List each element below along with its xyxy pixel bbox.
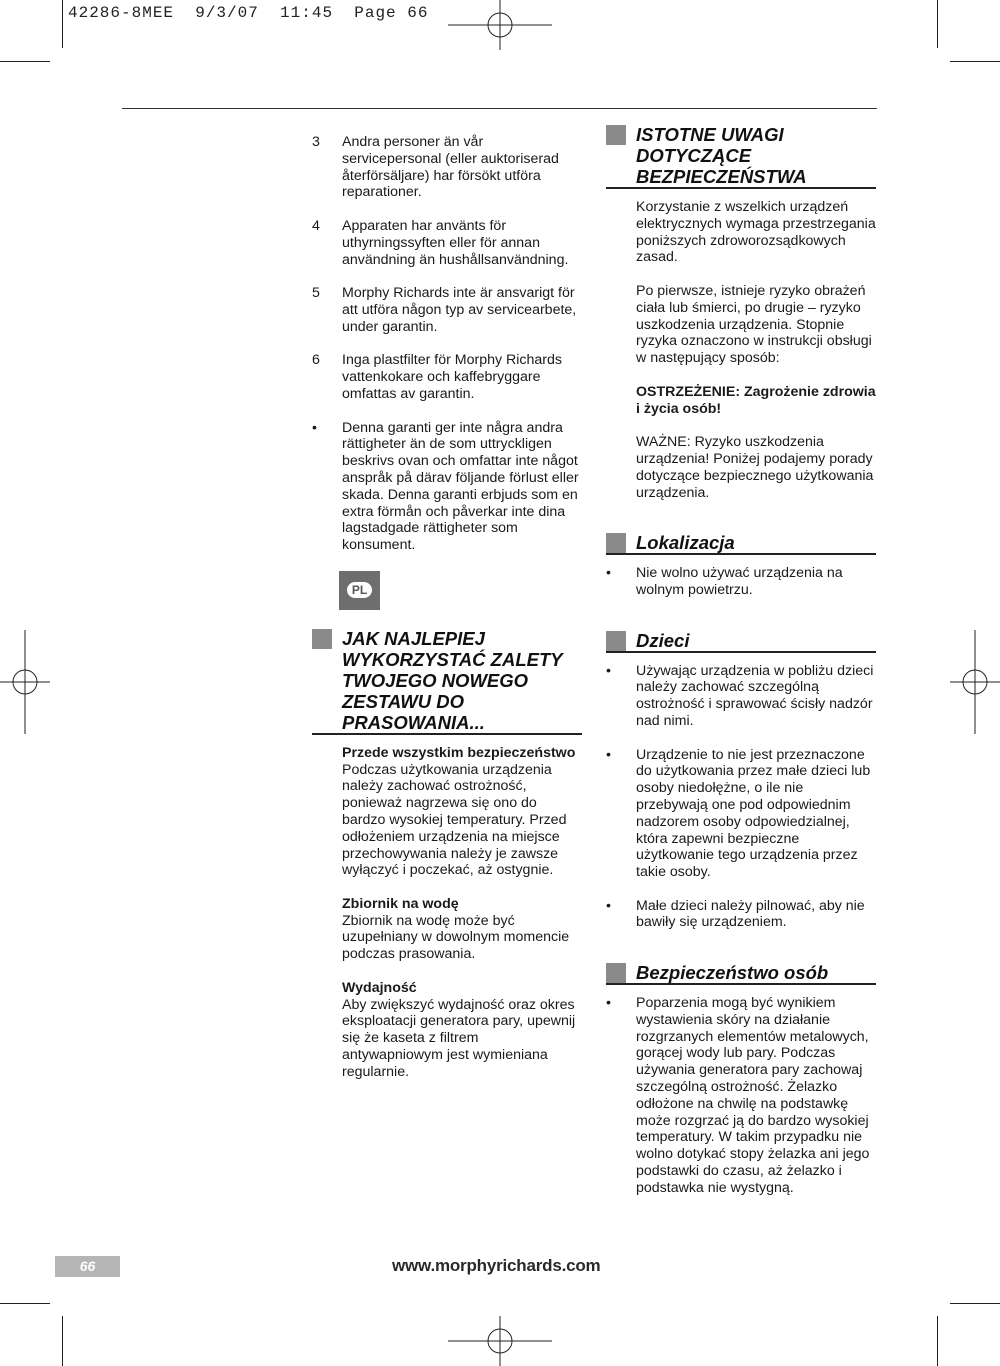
intro-text: Korzystanie z wszelkich urządzeń elektrycznych wymaga przestrzegania poniższych zdroworozsądkowych zasad. xyxy=(636,199,876,266)
footer-website-link[interactable]: www.morphyrichards.com xyxy=(392,1256,601,1275)
safety-intro xyxy=(606,199,876,501)
heading-square-icon xyxy=(606,963,626,983)
heading-text: ISTOTNE UWAGI DOTYCZĄCE BEZPIECZEŃSTWA xyxy=(636,124,807,187)
crop-mark xyxy=(950,1303,1000,1304)
warning-text: OSTRZEŻENIE: Zagrożenie zdrowia i życia osób! xyxy=(636,383,876,417)
section-heading xyxy=(606,124,876,189)
heading-text: Lokalizacja xyxy=(636,532,735,554)
crop-mark xyxy=(950,61,1000,62)
heading-text: Bezpieczeństwo osób xyxy=(636,962,829,984)
left-column xyxy=(312,134,582,1097)
section-body: Zbiornik na wodę może być uzupełniany w dowolnym momencie podczas prasowania. xyxy=(342,912,570,963)
risk-text: Po pierwsze, istnieje ryzyko obrażeń ciała lub śmierci, po drugie – ryzyko uszkodzenia urządzenia. Stopnie ryzyka oznaczono w instrukcji obsługi w następujący sposób: xyxy=(636,282,872,367)
list-item: 5 Morphy Richards inte är ansvarigt för att utföra någon typ av servicearbete, under garantin. xyxy=(312,285,577,335)
section-title: Wydajność xyxy=(342,979,417,996)
list-item: • Nie wolno używać urządzenia na wolnym powietrzu. xyxy=(606,565,843,598)
section-efficiency xyxy=(342,980,582,1081)
section-title: Przede wszystkim bezpieczeństwo xyxy=(342,744,576,761)
page-number: 66 xyxy=(55,1256,120,1277)
heading-text: Dzieci xyxy=(636,629,690,651)
crop-mark xyxy=(62,0,63,48)
list-item: 3 Andra personer än vår servicepersonal (eller auktoriserad återförsäljare) har försökt utföra reparationer. xyxy=(312,134,559,201)
section-safety xyxy=(342,745,582,879)
heading-square-icon xyxy=(606,533,626,553)
section-heading xyxy=(606,532,876,555)
section-body: Podczas użytkowania urządzenia należy zachować ostrożność, ponieważ nagrzewa się ono do bardzo wysokiej temperatury. Przed odłożeniem urządzenia na miejsce przechowywania należy je zawsze wyłączyć i poczekać, aż ostygnie. xyxy=(342,761,567,879)
list-item: 4 Apparaten har använts för uthyrningssyften eller för annan användning än hushållsanvändning. xyxy=(312,217,569,268)
section-body: Aby zwiększyć wydajność oraz okres eksploatacji generatora pary, upewnij się że kaseta z filtrem antywapniowym jest wymieniana regularnie. xyxy=(342,996,576,1080)
crop-mark xyxy=(0,61,50,62)
heading-text: JAK NAJLEPIEJ WYKORZYSTAĆ ZALETY TWOJEGO NOWEGO ZESTAWU DO PRASOWANIA... xyxy=(342,627,563,733)
list-item: 6 Inga plastfilter för Morphy Richards vattenkokare och kaffebryggare omfattas av garantin. xyxy=(312,352,562,402)
heading-square-icon xyxy=(606,125,626,145)
section-water-tank xyxy=(342,896,582,963)
crop-mark xyxy=(937,0,938,48)
section-heading xyxy=(606,962,876,985)
list-item: • Małe dzieci należy pilnować, aby nie bawiły się urządzeniem. xyxy=(606,897,865,931)
registration-mark-bottom xyxy=(448,1316,552,1366)
list-item: • Urządzenie to nie jest przeznaczone do użytkowania przez małe dzieci lub osoby niedołężne, o ile nie przebywają one pod odpowiednim nadzorem osoby odpowiedzialnej, która zapewni bezpieczne użytkowanie tego urządzenia przez takie osoby. xyxy=(606,746,871,881)
list-item: • Denna garanti ger inte några andra rättigheter än de som uttryckligen beskrivs ovan och omfattar inte något anspråk på därav följande förlust eller skada. Denna garanti erbjuds som en extra förmån och påverkar inte dina lagstadgade rättigheter som konsument. xyxy=(312,419,579,554)
registration-mark-right xyxy=(950,630,1000,734)
language-badge xyxy=(339,571,380,610)
right-column xyxy=(606,124,876,1213)
registration-mark-top xyxy=(448,0,552,50)
heading-square-icon xyxy=(312,629,332,649)
heading-square-icon xyxy=(606,631,626,651)
registration-mark-left xyxy=(0,630,50,734)
crop-mark xyxy=(0,1303,50,1304)
top-rule xyxy=(122,108,877,109)
language-badge-label: PL xyxy=(347,582,372,598)
section-heading xyxy=(312,628,582,735)
printer-slug: 42286-8MEE 9/3/07 11:45 Page 66 xyxy=(68,4,429,22)
list-item: • Używając urządzenia w pobliżu dzieci należy zachować szczególną ostrożność i sprawować ścisły nadzór nad nimi. xyxy=(606,662,874,729)
crop-mark xyxy=(937,1316,938,1366)
section-title: Zbiornik na wodę xyxy=(342,895,459,912)
important-text: WAŻNE: Ryzyko uszkodzenia urządzenia! Poniżej podajemy porady dotyczące bezpiecznego użytkowania urządzenia. xyxy=(636,434,874,501)
list-item: • Poparzenia mogą być wynikiem wystawienia skóry na działanie rozgrzanych elementów metalowych, gorącej wody lub pary. Podczas używania generatora pary zachowaj szczególną ostrożność. Żelazko odłożone na chwilę na podstawkę może rozgrzać ją do bardzo wysokiej temperatury. W takim przypadku nie wolno dotykać stopy żelazka ani jego podstawki do czasu, aż żelazko i podstawka nie wystygną. xyxy=(606,995,870,1196)
ironing-sections xyxy=(312,745,582,1081)
crop-mark xyxy=(62,1316,63,1366)
section-heading xyxy=(606,630,876,653)
